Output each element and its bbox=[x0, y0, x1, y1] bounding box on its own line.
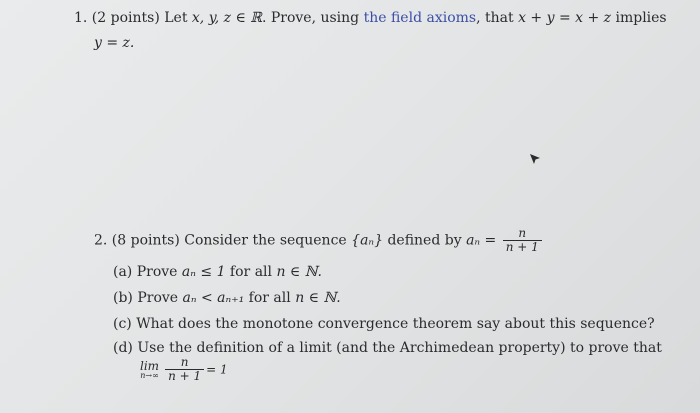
question-1-intro: 1. (2 points) Let bbox=[74, 10, 192, 26]
mouse-cursor-icon bbox=[528, 152, 542, 166]
part-b-end: for all bbox=[244, 290, 296, 306]
question-2-intro: 2. (8 points) Consider the sequence bbox=[94, 232, 352, 249]
question-1-text-2: , that bbox=[476, 10, 519, 26]
part-d bbox=[113, 340, 662, 356]
question-1-equation: x + y = x + z bbox=[518, 10, 612, 26]
fraction-denominator: n + 1 bbox=[505, 240, 539, 255]
question-1-implies: implies bbox=[611, 10, 667, 26]
question-1-text: . Prove, using bbox=[261, 10, 364, 26]
limit-fraction bbox=[165, 356, 204, 383]
part-d-label: (d) bbox=[113, 340, 133, 356]
part-d-text: Use the definition of a limit (and the Archimedean property) to prove that bbox=[137, 340, 662, 356]
part-a-condition: n ∈ ℕ. bbox=[276, 264, 322, 280]
part-b bbox=[113, 290, 341, 306]
part-c bbox=[113, 316, 655, 332]
question-1-vars: x, y, z ∈ ℝ bbox=[191, 10, 262, 26]
question-2-text: defined by bbox=[383, 232, 467, 249]
part-a-end: for all bbox=[225, 264, 277, 280]
part-b-label: (b) bbox=[113, 290, 133, 306]
question-1-line-1 bbox=[74, 10, 667, 26]
question-1-line-2: y = z. bbox=[94, 35, 135, 51]
question-2-line bbox=[94, 227, 544, 254]
sequence-symbol: {aₙ} bbox=[351, 232, 383, 249]
part-b-condition: n ∈ ℕ. bbox=[295, 290, 341, 306]
limit-operator bbox=[140, 360, 159, 380]
field-axioms-highlight: the field axioms bbox=[363, 10, 477, 26]
part-b-math: aₙ < aₙ₊₁ bbox=[182, 290, 245, 306]
limit-fraction-denominator: n + 1 bbox=[168, 369, 202, 384]
sequence-lhs: aₙ = bbox=[466, 232, 497, 249]
limit-fraction-numerator: n bbox=[165, 356, 204, 370]
part-c-label: (c) bbox=[113, 316, 132, 332]
part-b-text: Prove bbox=[137, 290, 183, 306]
part-d-limit bbox=[140, 356, 228, 383]
fraction-numerator: n bbox=[503, 227, 542, 241]
part-a-text: Prove bbox=[136, 264, 182, 280]
part-a bbox=[113, 264, 322, 280]
part-a-math: aₙ ≤ 1 bbox=[181, 264, 226, 280]
part-a-label: (a) bbox=[113, 264, 133, 280]
sequence-fraction bbox=[503, 227, 542, 254]
limit-subscript: n→∞ bbox=[140, 370, 159, 380]
part-c-text: What does the monotone convergence theorem say about this sequence? bbox=[136, 316, 655, 332]
limit-equals: = 1 bbox=[206, 362, 228, 377]
limit-word: lim bbox=[140, 358, 160, 373]
